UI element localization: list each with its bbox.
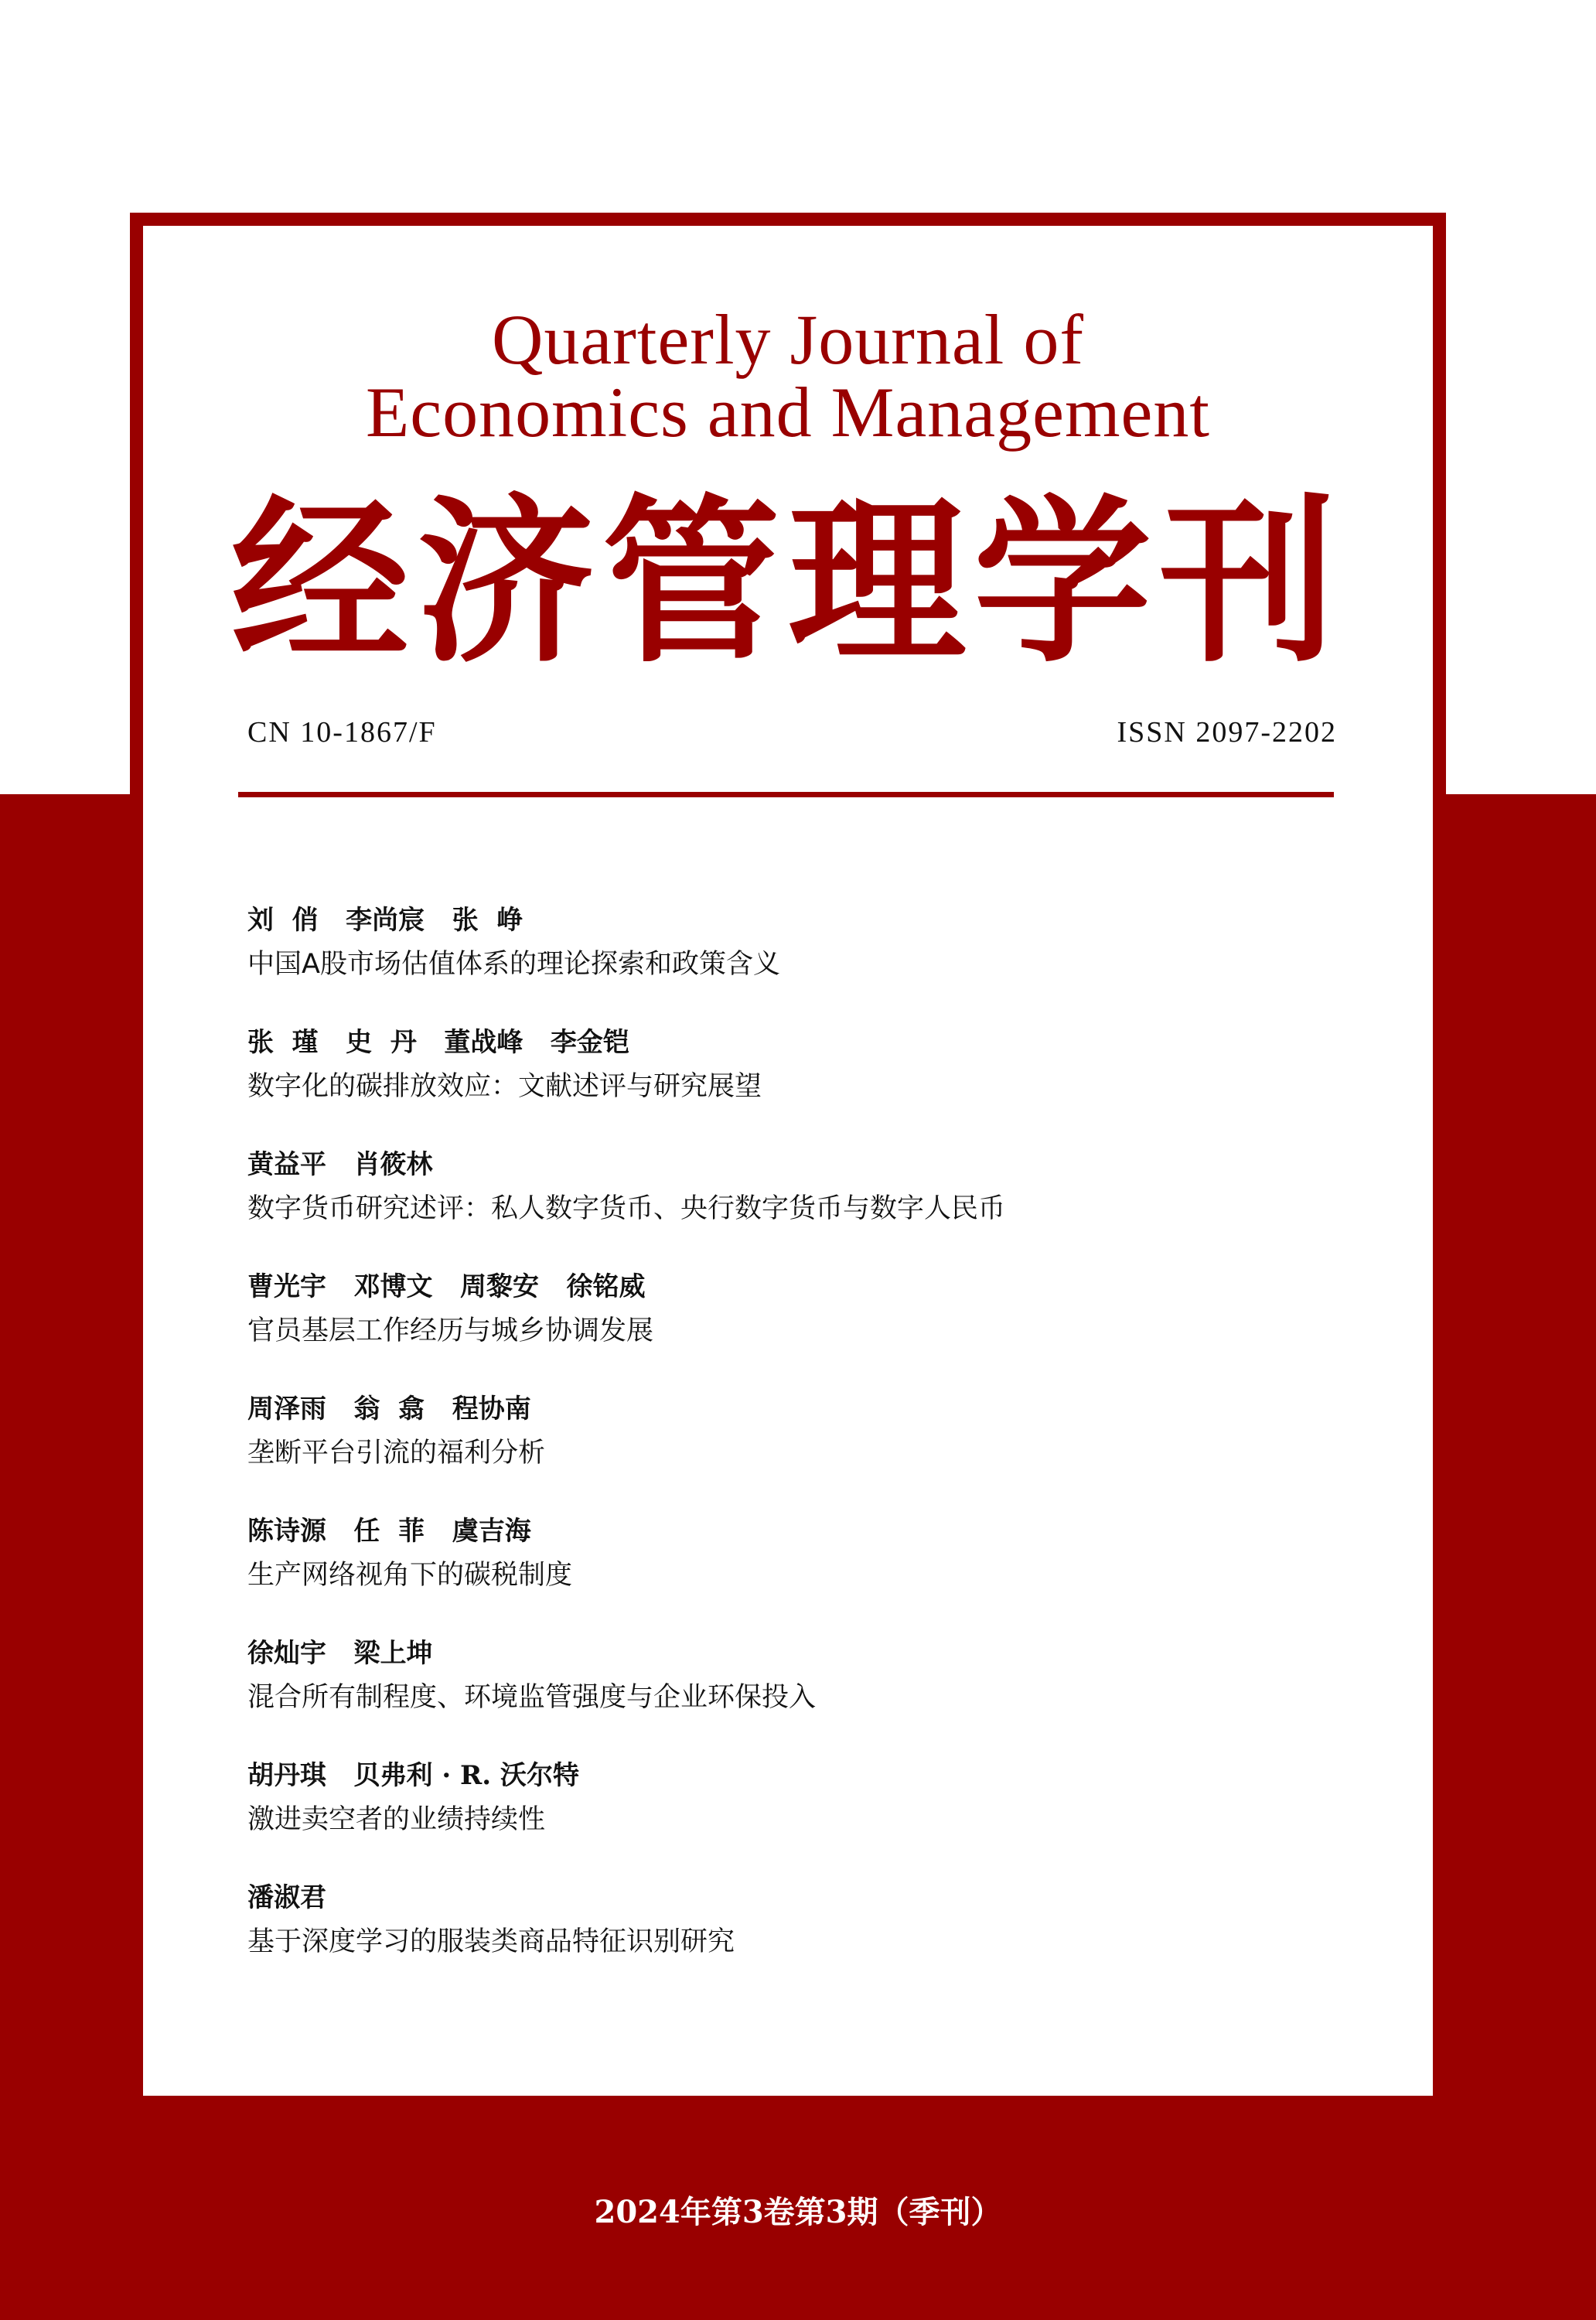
journal-title-english-line2: Economics and Management [366, 373, 1210, 452]
article-authors: 张 瑾 史 丹 董战峰 李金铠 [247, 1027, 629, 1058]
journal-title-english-line1: Quarterly Journal of [492, 300, 1084, 379]
article-title: 混合所有制程度、环境监管强度与企业环保投入 [247, 1682, 817, 1713]
article-entry [247, 1514, 1330, 1636]
article-title: 官员基层工作经历与城乡协调发展 [247, 1315, 654, 1346]
article-authors: 周泽雨 翁 翕 程协南 [247, 1394, 531, 1424]
article-entry [247, 1636, 1330, 1759]
article-title: 数字化的碳排放效应：文献述评与研究展望 [247, 1071, 762, 1102]
article-authors: 黄益平 肖筱林 [247, 1149, 433, 1180]
article-entry [247, 1881, 1330, 2003]
journal-title-english [143, 300, 1433, 452]
article-title: 中国A股市场估值体系的理论探索和政策含义 [247, 949, 780, 980]
article-title: 激进卖空者的业绩持续性 [247, 1804, 546, 1835]
issue-info: 2024年第3卷第3期（季刊） [594, 2194, 1002, 2230]
article-authors: 刘 俏 李尚宸 张 峥 [247, 905, 523, 936]
article-title: 垄断平台引流的福利分析 [247, 1438, 546, 1469]
article-authors: 潘淑君 [247, 1882, 326, 1913]
article-entry [247, 1148, 1330, 1270]
issn-number: ISSN 2097-2202 [1117, 716, 1337, 749]
title-divider [238, 792, 1334, 797]
article-entry [247, 1025, 1330, 1148]
table-of-contents [247, 903, 1330, 2003]
article-authors: 徐灿宇 梁上坤 [247, 1638, 433, 1669]
article-title: 生产网络视角下的碳税制度 [247, 1560, 573, 1591]
article-authors: 胡丹琪 贝弗利 · R. 沃尔特 [247, 1760, 579, 1791]
article-title: 数字货币研究述评：私人数字货币、央行数字货币与数字人民币 [247, 1193, 1006, 1224]
article-authors: 曹光宇 邓博文 周黎安 徐铭威 [247, 1271, 646, 1302]
article-entry [247, 903, 1330, 1025]
article-authors: 陈诗源 任 菲 虞吉海 [247, 1516, 531, 1547]
article-entry [247, 1392, 1330, 1514]
cn-number: CN 10-1867/F [247, 716, 437, 749]
article-title: 基于深度学习的服装类商品特征识别研究 [247, 1926, 735, 1957]
journal-title-chinese: 经济管理学刊 [230, 478, 1345, 687]
article-entry [247, 1759, 1330, 1881]
article-entry [247, 1270, 1330, 1392]
